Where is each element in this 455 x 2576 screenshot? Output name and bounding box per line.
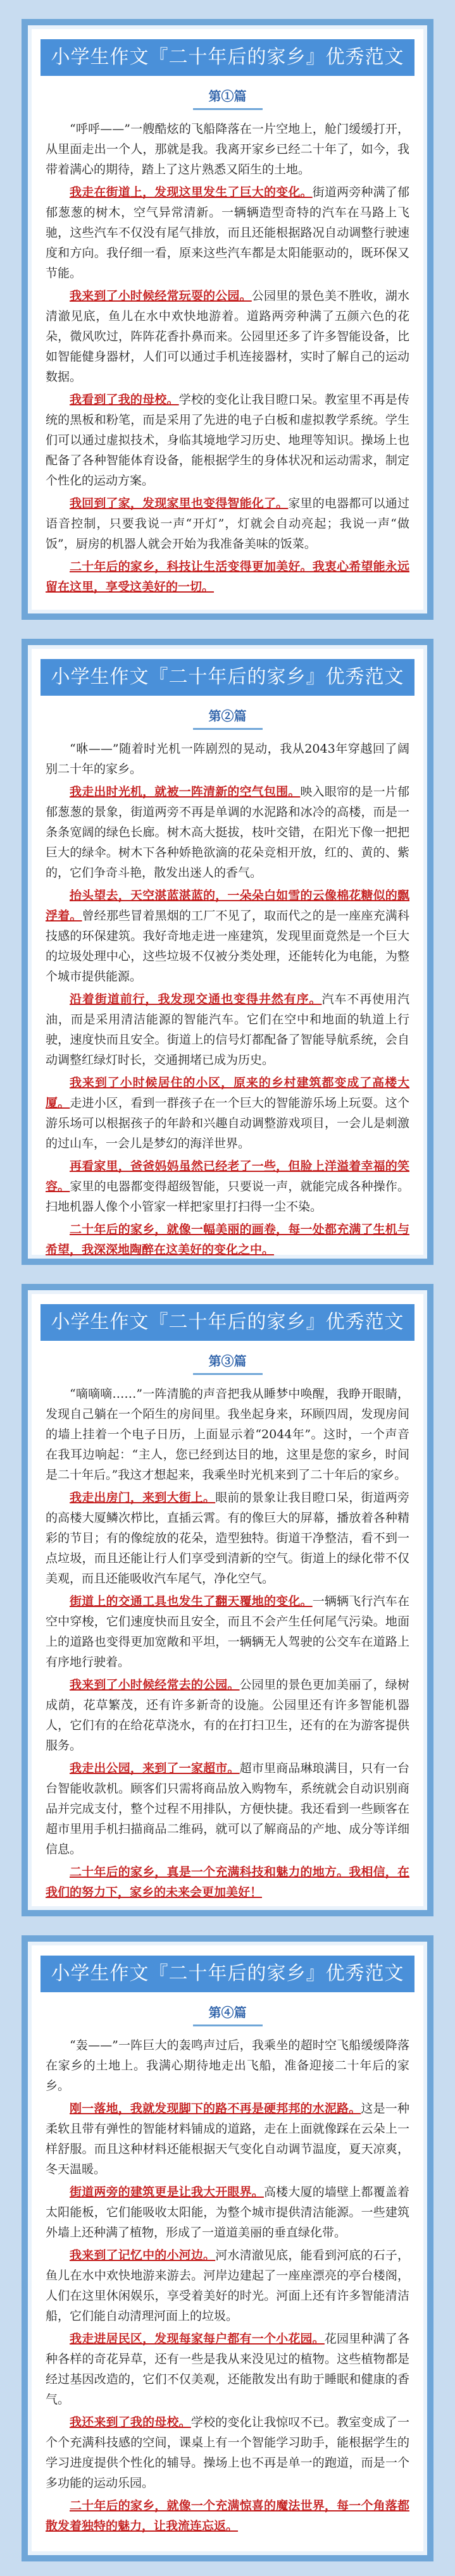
- highlighted-sentence: 我走出时光机，就被一阵清新的空气包围。: [70, 785, 301, 799]
- sentence: 学校的变化让我惊叹不已。教室变成了一个个充满科技感的空间，课桌上有一个智能学习助手，能根据学生的学习进度提供个性化的辅导。操场上也不再是单一的跑道，而是一个多功能的运动乐园。: [46, 2415, 409, 2490]
- sentence: “轰——”一阵巨大的轰鸣声过后，我乘坐的超时空飞船缓缓降落在家乡的土地上。我满心期待地走出飞船，准备迎接二十年后的家乡。: [46, 2038, 409, 2093]
- sentence: 高楼大厦的墙壁上都覆盖着太阳能板，它们能吸收太阳能，为整个城市提供清洁能源。一些建筑外墙上还种满了植物，形成了一道道美丽的垂直绿化带。: [46, 2185, 409, 2240]
- chapter-label: 第③篇: [208, 1353, 247, 1369]
- sentence: 花园里种满了各种各样的奇花异草，还有一些是我从来没见过的植物。这些植物都是经过基因改造的，它们不仅美观，还能散发出有助于睡眠和健康的香气。: [46, 2332, 409, 2407]
- sentence: 超市里商品琳琅满目，只有一台台智能收款机。顾客们只需将商品放入购物车，系统就会自动识别商品并完成支付，整个过程不用排队，方便快捷。我还看到一些顾客在超市里用手机扫描商品二维码，就可以了解商品的产地、成分等详细信息。: [46, 1761, 409, 1856]
- sentence: 一辆辆飞行汽车在空中穿梭，它们速度快而且安全，而且不会产生任何尾气污染。地面上的道路也变得更加宽敞和平坦，一辆辆无人驾驶的公交车在道路上有序地行驶着。: [46, 1594, 409, 1669]
- sentence: “呼呼——”一艘酷炫的飞船降落在一片空地上，舱门缓缓打开，从里面走出一个人，那就是我。我离开家乡已经二十年了，如今，我带着满心的期待，踏上了这片熟悉又陌生的土地。: [46, 122, 409, 176]
- highlighted-sentence: 我来到了小时候经常玩耍的公园。: [70, 289, 252, 303]
- article-card: [22, 19, 433, 620]
- paragraph: [46, 557, 409, 597]
- sentence: 街道两旁种满了郁郁葱葱的树木，空气异常清新。一辆辆造型奇特的汽车在马路上飞驰，这些汽车不仅没有尾气排放，而且还能根据路况自动调整行驶速度和方向。我仔细一看，原来这些汽车都是太阳能驱动的，既环保又节能。: [46, 185, 409, 280]
- article-title: 小学生作文『二十年后的家乡』优秀范文: [41, 1304, 414, 1341]
- paragraph: [46, 493, 409, 554]
- article-title: 小学生作文『二十年后的家乡』优秀范文: [41, 39, 414, 76]
- paragraph: [46, 1219, 409, 1260]
- highlighted-sentence: 二十年后的家乡，就像一幅美丽的画卷，每一处都充满了生机与希望，我深深地陶醉在这美好的变化之中。: [46, 1223, 409, 1257]
- highlighted-sentence: 二十年后的家乡，科技让生活变得更加美好。我衷心希望能永远留在这里，享受这美好的一切。: [46, 560, 409, 594]
- paragraph: [46, 1758, 409, 1859]
- sentence: 汽车不再使用汽油，而是采用清洁能源的智能汽车。它们在空中和地面的轨道上行驶，速度快而且安全。街道上的信号灯都配备了智能导航系统，会自动调整红绿灯时长，交通拥堵已成为历史。: [46, 992, 409, 1067]
- paragraph: [46, 2035, 409, 2096]
- article-body: [46, 1384, 409, 1902]
- highlighted-sentence: 我回到了家，发现家里也变得智能化了。: [70, 496, 289, 510]
- paragraph: [46, 989, 409, 1070]
- highlighted-sentence: 刚一落地，我就发现脚下的路不再是硬邦邦的水泥路。: [70, 2102, 361, 2116]
- paragraph: [46, 782, 409, 883]
- highlighted-sentence: 街道上的交通工具也发生了翻天覆地的变化。: [70, 1594, 313, 1608]
- article-card: [22, 1284, 433, 1916]
- chapter-divider: [193, 2024, 263, 2026]
- paragraph: [46, 2245, 409, 2326]
- sentence: 公园里的景色美不胜收，湖水清澈见底，鱼儿在水中欢快地游着。道路两旁种满了五颜六色的花朵，微风吹过，阵阵花香扑鼻而来。公园里还多了许多智能设备，比如智能健身器材，人们可以通过手机连接器材，实时了解自己的运动数据。: [46, 289, 409, 384]
- highlighted-sentence: 我来到了小时候居住的小区，原来的乡村建筑都变成了高楼大厦。: [46, 1076, 409, 1110]
- paragraph: [46, 1591, 409, 1672]
- sentence: 这是一种柔软且带有弹性的智能材料铺成的道路，走在上面就像踩在云朵上一样舒服。而且这种材料还能根据天气变化自动调节温度，夏天凉爽，冬天温暖。: [46, 2102, 409, 2176]
- sentence: “咻——”随着时光机一阵剧烈的晃动，我从2043年穿越回了阔别二十年的家乡。: [46, 742, 409, 776]
- article-body: [46, 739, 409, 1260]
- paragraph: [46, 739, 409, 779]
- chapter-divider: [193, 1373, 263, 1375]
- sentence: 映入眼帘的是一片郁郁葱葱的景象，街道两旁不再是单调的水泥路和冰冷的高楼，而是一条条宽阔的绿色长廊。树木高大挺拔，枝叶交错，在阳光下像一把把巨大的绿伞。树木下各种娇艳欲滴的花朵竞相开放，红的、黄的、紫的，它们争奇斗艳，散发出迷人的香气。: [46, 785, 409, 880]
- paragraph: [46, 182, 409, 283]
- paragraph: [46, 2496, 409, 2536]
- chapter-divider: [193, 728, 263, 730]
- paragraph: [46, 2098, 409, 2179]
- paragraph: [46, 1156, 409, 1217]
- paragraph: [46, 1862, 409, 1902]
- paragraph: [46, 1073, 409, 1154]
- highlighted-sentence: 我看到了我的母校。: [70, 393, 179, 407]
- chapter-label: 第④篇: [208, 2005, 247, 2020]
- article-body: [46, 2035, 409, 2536]
- sentence: 家里的电器都变得超级智能，只要说一声，就能完成各种操作。扫地机器人像个小管家一样把家里打扫得一尘不染。: [46, 1180, 409, 1214]
- highlighted-sentence: 我来到了小时候经常去的公园。: [70, 1678, 240, 1692]
- chapter-label: 第②篇: [208, 708, 247, 724]
- article-card: [22, 1935, 433, 2561]
- sentence: 走进小区，看到一群孩子在一个巨大的智能游乐场上玩耍。这个游乐场可以根据孩子的年龄和兴趣自动调整游戏项目，一会儿是刺激的过山车，一会儿是梦幻的海洋世界。: [46, 1096, 409, 1150]
- sentence: 公园里的景色更加美丽了，绿树成荫，花草繁茂，还有许多新奇的设施。公园里还有许多智能机器人，它们有的在给花草浇水，有的在打扫卫生，还有的在为游客提供服务。: [46, 1678, 409, 1753]
- highlighted-sentence: 我走出公园，来到了一家超市。: [70, 1761, 240, 1775]
- paragraph: [46, 390, 409, 491]
- paragraph: [46, 1384, 409, 1485]
- sentence: 曾经那些冒着黑烟的工厂不见了，取而代之的是一座座充满科技感的环保建筑。我好奇地走进一座建筑，发现里面竟然是一个巨大的垃圾处理中心，这些垃圾不仅被分类处理，还能转化为电能，为整个城市提供能源。: [46, 909, 409, 983]
- highlighted-sentence: 我走出房门，来到大街上。: [70, 1491, 216, 1505]
- highlighted-sentence: 我走在街道上，发现这里发生了巨大的变化。: [70, 185, 313, 199]
- sentence: 家里的电器都可以通过语音控制，只要我说一声“开灯”，灯就会自动亮起；我说一声“做饭”，厨房的机器人就会开始为我准备美味的饭菜。: [46, 496, 409, 551]
- highlighted-sentence: 我还来到了我的母校。: [70, 2415, 191, 2429]
- sentence: 河水清澈见底，能看到河底的石子，鱼儿在水中欢快地游来游去。河岸边建起了一座座漂亮的亭台楼阁，人们在这里休闲娱乐，享受着美好的时光。河面上还有许多智能清洁船，它们能自动清理河面上的垃圾。: [46, 2248, 409, 2323]
- chapter-divider: [193, 108, 263, 110]
- highlighted-sentence: 再看家里，爸爸妈妈虽然已经老了一些，但脸上洋溢着幸福的笑容。: [46, 1159, 409, 1193]
- article-title: 小学生作文『二十年后的家乡』优秀范文: [41, 1956, 414, 1992]
- highlighted-sentence: 我来到了记忆中的小河边。: [70, 2248, 216, 2262]
- highlighted-sentence: 我走进居民区，发现每家每户都有一个小花园。: [70, 2332, 325, 2346]
- highlighted-sentence: 二十年后的家乡，真是一个充满科技和魅力的地方。我相信，在我们的努力下，家乡的未来会更加美好！: [46, 1865, 409, 1899]
- article-title: 小学生作文『二十年后的家乡』优秀范文: [41, 659, 414, 696]
- sentence: “嘀嘀嘀……”一阵清脆的声音把我从睡梦中唤醒，我睁开眼睛，发现自己躺在一个陌生的房间里。我坐起身来，环顾四周，发现房间的墙上挂着一个电子日历，上面显示着“2044年”。这时，一个声音在我耳边响起：“主人，您已经到达目的地，这里是您的家乡，时间是二十年后。”我这才想起来，我乘坐时光机来到了二十年后的家乡。: [46, 1387, 409, 1482]
- highlighted-sentence: 沿着街道前行，我发现交通也变得井然有序。: [70, 992, 322, 1006]
- paragraph: [46, 2182, 409, 2243]
- paragraph: [46, 885, 409, 987]
- sentence: 眼前的景象让我目瞪口呆，街道两旁的高楼大厦鳞次栉比，直插云霄。有的像巨大的屏幕，播放着各种精彩的节目；有的像绽放的花朵，造型独特。街道干净整洁，看不到一点垃圾，而且还能让行人们享受到清新的空气。街道上的绿化带不仅美观，而且还能吸收汽车尾气，净化空气。: [46, 1491, 409, 1586]
- highlighted-sentence: 街道两旁的建筑更是让我大开眼界。: [70, 2185, 264, 2199]
- paragraph: [46, 1675, 409, 1756]
- paragraph: [46, 119, 409, 180]
- article-body: [46, 119, 409, 597]
- paragraph: [46, 286, 409, 387]
- highlighted-sentence: 二十年后的家乡，就像一个充满惊喜的魔法世界，每一个角落都散发着独特的魅力，让我流连忘返。: [46, 2499, 409, 2533]
- paragraph: [46, 1488, 409, 1589]
- paragraph: [46, 2329, 409, 2410]
- article-card: [22, 639, 433, 1265]
- paragraph: [46, 2412, 409, 2493]
- highlighted-sentence: 抬头望去，天空湛蓝湛蓝的，一朵朵白如雪的云像棉花糖似的飘浮着。: [46, 889, 409, 923]
- sentence: 学校的变化让我目瞪口呆。教室里不再是传统的黑板和粉笔，而是采用了先进的电子白板和虚拟教学系统。学生们可以通过虚拟技术，身临其境地学习历史、地理等知识。操场上也配备了各种智能体育设备，能根据学生的身体状况和运动需求，制定个性化的运动方案。: [46, 393, 409, 488]
- chapter-label: 第①篇: [208, 89, 247, 104]
